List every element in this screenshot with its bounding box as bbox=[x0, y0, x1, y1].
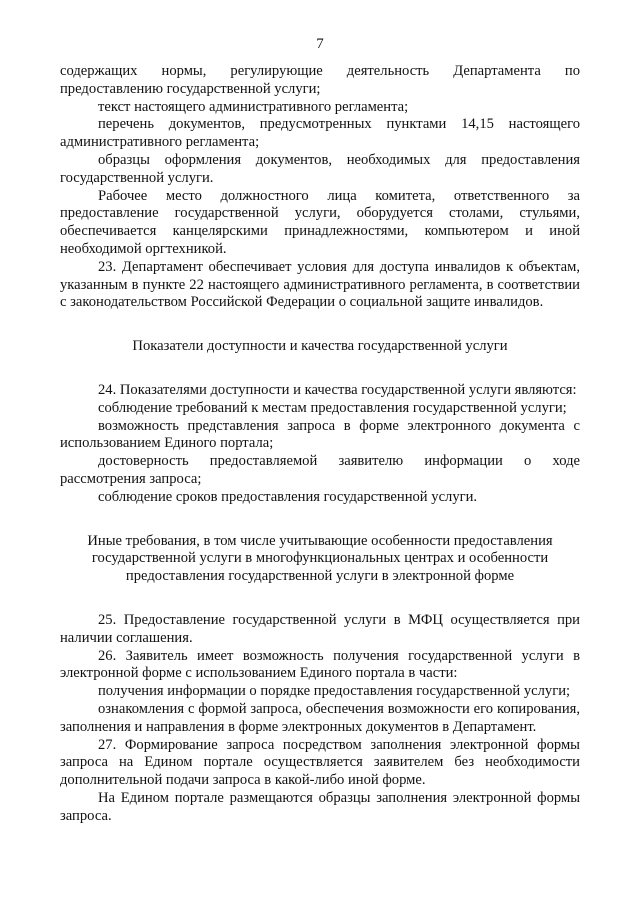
section-heading: Иные требования, в том числе учитывающие особенности предоставления государственной услуги в многофункциональных центрах и особенности предоставления государственной услуги в электронной форме bbox=[87, 532, 553, 585]
paragraph: 26. Заявитель имеет возможность получения государственной услуги в электронной форме с использованием Единого портала в части: bbox=[60, 647, 580, 682]
paragraph: соблюдение сроков предоставления государственной услуги. bbox=[98, 488, 478, 505]
paragraph: достоверность предоставляемой заявителю информации о ходе рассмотрения запроса; bbox=[60, 453, 580, 487]
paragraph: образцы оформления документов, необходимых для предоставления государственной услуги. bbox=[60, 151, 580, 186]
paragraph: получения информации о порядке предоставления государственной услуги; bbox=[98, 683, 571, 700]
paragraph: 25. Предоставление государственной услуги в МФЦ осуществляется при наличии соглашения. bbox=[60, 611, 580, 646]
paragraph: перечень документов, предусмотренных пунктами 14,15 настоящего административного регламента; bbox=[60, 116, 580, 151]
paragraph: 27. Формирование запроса посредством заполнения электронной формы запроса на Едином портале осуществляется заявителем без необходимости дополнительной подачи запроса в какой-либо иной форме. bbox=[60, 736, 580, 789]
paragraph: возможность представления запроса в форме электронного документа с использованием Единого портала; bbox=[60, 417, 580, 452]
paragraph: Рабочее место должностного лица комитета, ответственного за предоставление государственной услуги, оборудуется столами, стульями, обеспечивается канцелярскими принадлежностями, компьютером и иной необходимой оргтехникой. bbox=[60, 187, 580, 257]
paragraph: 23. Департамент обеспечивает условия для доступа инвалидов к объектам, указанным в пункте 22 настоящего административного регламента, в соответствии с законодательством Российской Федерации о социальной защите инвалидов. bbox=[60, 258, 580, 311]
paragraph: 24. Показателями доступности и качества государственной услуги являются: bbox=[98, 381, 577, 398]
paragraph: соблюдение требований к местам предоставления государственной услуги; bbox=[98, 399, 567, 416]
paragraph: текст настоящего административного регламента; bbox=[98, 98, 409, 115]
document-body bbox=[60, 63, 580, 825]
page-number: 7 bbox=[316, 36, 324, 52]
paragraph: содержащих нормы, регулирующие деятельность Департамента по предоставлению государственной услуги; bbox=[60, 63, 580, 97]
paragraph: На Едином портале размещаются образцы заполнения электронной формы запроса. bbox=[60, 789, 580, 824]
paragraph: ознакомления с формой запроса, обеспечения возможности его копирования, заполнения и направления в форме электронных документов в Департамент. bbox=[60, 700, 580, 735]
section-heading: Показатели доступности и качества государственной услуги bbox=[132, 338, 508, 355]
